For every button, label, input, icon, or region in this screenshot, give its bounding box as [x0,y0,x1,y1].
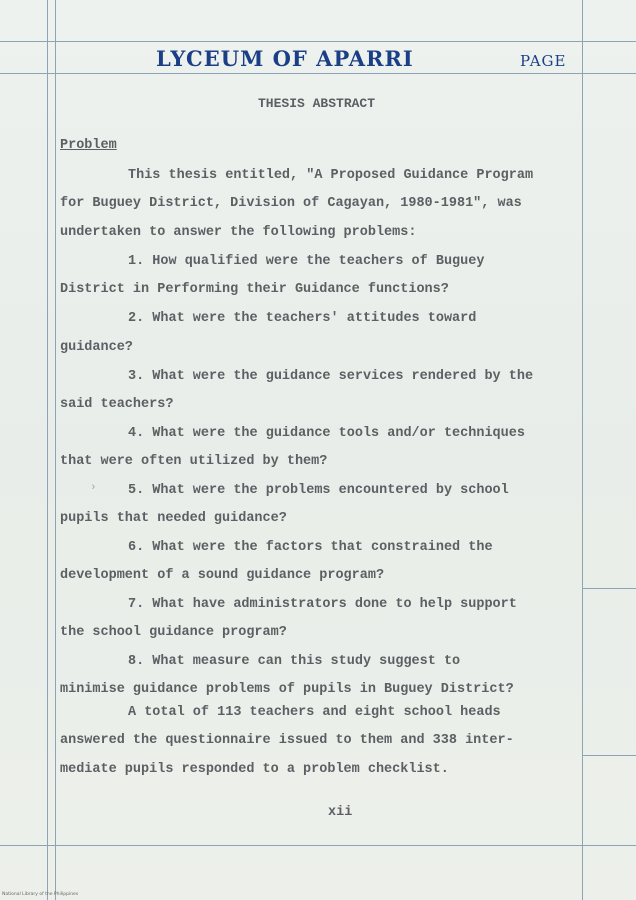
body-line: answered the questionnaire issued to them and 338 inter- [60,733,514,748]
body-line: 6. What were the factors that constrained the [128,540,493,555]
body-line: minimise guidance problems of pupils in Buguey District? [60,682,514,697]
body-line: pupils that needed guidance? [60,511,287,526]
letterhead [52,42,582,72]
inner-left-rule [55,0,56,900]
bottom-rule [0,845,636,846]
body-line: said teachers? [60,397,174,412]
body-line: development of a sound guidance program? [60,568,385,583]
body-line: the school guidance program? [60,625,287,640]
page-label: PAGE [520,52,567,70]
abstract-title: THESIS ABSTRACT [258,96,376,111]
body-line: 2. What were the teachers' attitudes toward [128,311,477,326]
archive-credit: National Library of the Philippines [2,892,79,897]
ink-smudge: › [90,482,97,494]
institution-name: LYCEUM OF APARRI [156,46,414,71]
body-line: 5. What were the problems encountered by school [128,483,509,498]
body-line: This thesis entitled, "A Proposed Guidance Program [128,168,534,183]
body-line: that were often utilized by them? [60,454,328,469]
body-line: 1. How qualified were the teachers of Buguey [128,254,485,269]
body-line: 7. What have administrators done to help support [128,597,517,612]
section-heading: Problem [60,138,117,153]
body-line: for Buguey District, Division of Cagayan, 1980-1981", was [60,196,522,211]
body-line: District in Performing their Guidance functions? [60,282,449,297]
right-margin-rule [582,0,583,900]
body-line: 8. What measure can this study suggest to [128,654,461,669]
right-tab-rule-2 [582,755,636,756]
left-margin-rule [47,0,48,900]
body-line: 3. What were the guidance services rendered by the [128,369,534,384]
body-line: undertaken to answer the following problems: [60,225,417,240]
right-tab-rule-1 [582,588,636,589]
body-line: A total of 113 teachers and eight school heads [128,705,501,720]
body-line: guidance? [60,340,133,355]
page-number: xii [328,805,353,820]
header-rule [0,73,636,74]
body-line: 4. What were the guidance tools and/or techniques [128,426,525,441]
body-line: mediate pupils responded to a problem checklist. [60,762,449,777]
